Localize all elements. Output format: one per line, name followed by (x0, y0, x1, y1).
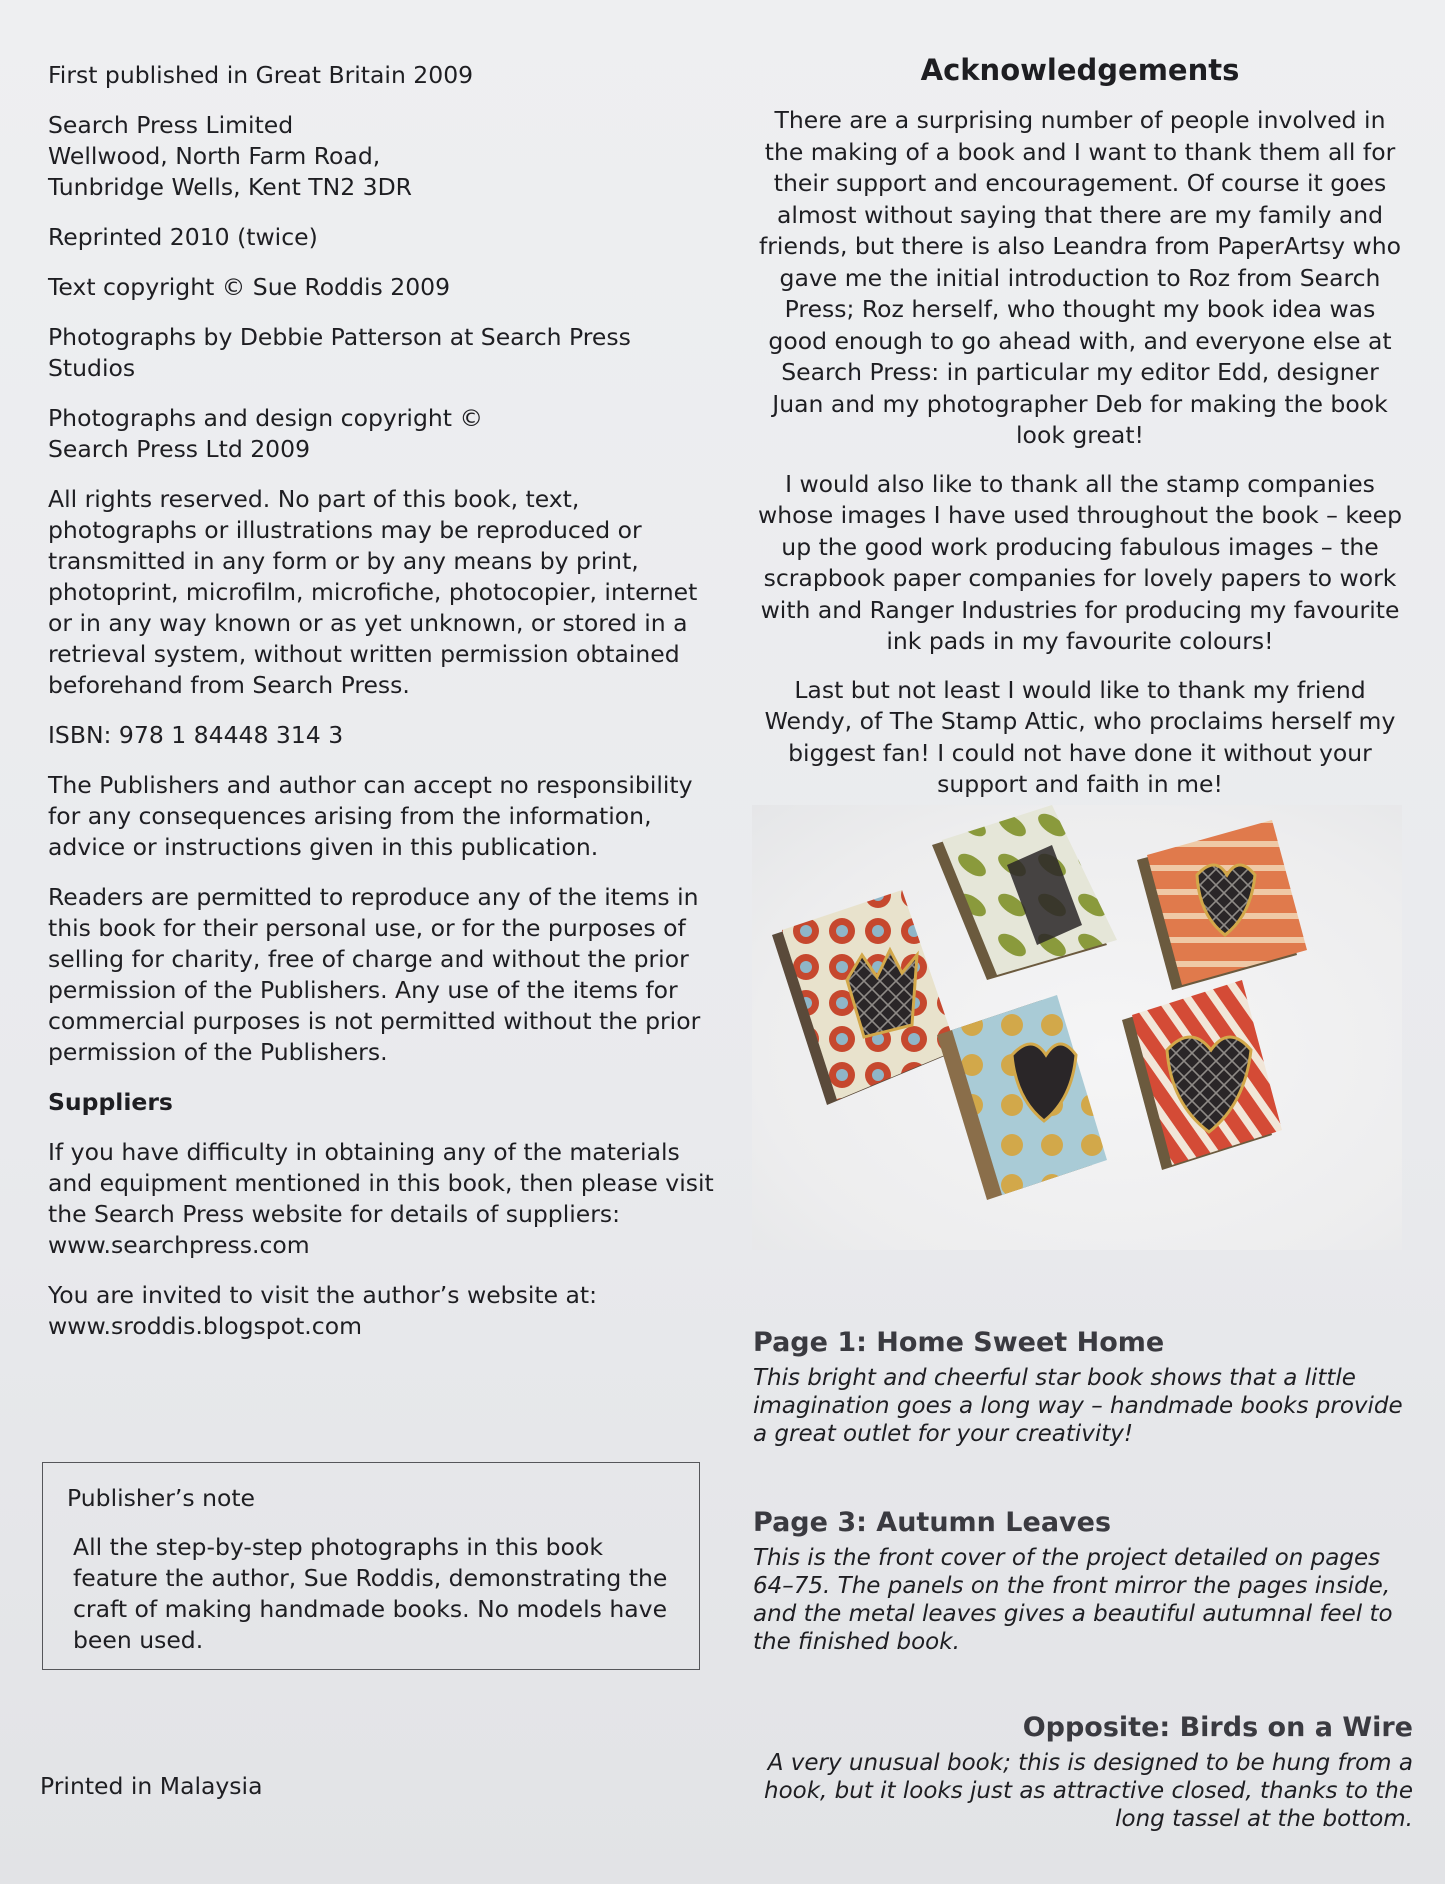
book-diamond-heart (1122, 980, 1282, 1170)
imprint-column (48, 60, 718, 1361)
book-hearts-gold (937, 995, 1107, 1200)
caption-page-1 (753, 1327, 1413, 1448)
text-copyright: Text copyright © Sue Roddis 2009 (48, 273, 451, 301)
caption-opposite (753, 1712, 1413, 1833)
responsibility-disclaimer: The Publishers and author can accept no responsibility for any consequences arising from the information, advice or instructions given in this publication. (48, 771, 693, 861)
caption-title: Opposite: Birds on a Wire (1022, 1712, 1413, 1743)
acknowledgements-title: Acknowledgements (920, 53, 1240, 87)
acknowledgements-paragraph: Last but not least I would like to thank my friend Wendy, of The Stamp Attic, who proclaims herself my biggest fan! I could not have done it without your support and faith in me! (764, 675, 1396, 798)
suppliers-text: If you have difficulty in obtaining any of the materials and equipment mentioned in this book, then please visit the Search Press website for details of suppliers: www.searchpress.com (48, 1138, 714, 1259)
suppliers-heading: Suppliers (48, 1088, 173, 1116)
acknowledgements-paragraph: There are a surprising number of people involved in the making of a book and I want to thank them all for their support and encouragement. Of course it goes almost without saying that there are my family and friends, but there is also Leandra from PaperArtsy who gave me the initial introduction to Roz from Search Press; Roz herself, who thought my book idea was good enough to go ahead with, and everyone else at Search Press: in particular my editor Edd, designer Juan and my photographer Deb for making the book look great! (759, 106, 1401, 449)
photographs-by: Photographs by Debbie Patterson at Search Press Studios (48, 323, 631, 382)
caption-text: This is the front cover of the project detailed on pages 64–75. The panels on the front mirror the pages inside, and the metal leaves gives a beautiful autumnal feel to the finished book. (753, 1545, 1393, 1655)
author-website: You are invited to visit the author’s website at: www.sroddis.blogspot.com (48, 1281, 598, 1340)
book-leaf (932, 805, 1117, 980)
caption-text: A very unusual book; this is designed to be hung from a hook, but it looks just as attractive closed, thanks to the long tassel at the bottom. (764, 1750, 1413, 1832)
books-illustration (752, 805, 1402, 1250)
isbn: ISBN: 978 1 84448 314 3 (48, 721, 344, 749)
caption-title: Page 1: Home Sweet Home (753, 1327, 1165, 1358)
book-crown (772, 890, 957, 1105)
acknowledgements-section (755, 52, 1405, 818)
first-published: First published in Great Britain 2009 (48, 61, 474, 89)
acknowledgements-paragraph: I would also like to thank all the stamp companies whose images I have used throughout the book – keep up the good work producing fabulous images – the scrapbook paper companies for lovely papers to work with and Ranger Industries for producing my favourite ink pads in my favourite colours! (758, 469, 1402, 655)
publishers-note-box (42, 1462, 700, 1670)
design-copyright: Photographs and design copyright © Search Press Ltd 2009 (48, 404, 483, 463)
rights-reserved: All rights reserved. No part of this book, text, photographs or illustrations may be reproduced or transmitted in any form or by any means by print, photoprint, microfilm, microfiche, photocopier, internet or in any way known or as yet unknown, or stored in a retrieval system, without written permission obtained beforehand from Search Press. (48, 485, 698, 699)
printed-in: Printed in Malaysia (40, 1772, 263, 1800)
book-hearts-stripe (1137, 820, 1307, 990)
caption-page-3 (753, 1507, 1413, 1656)
readers-permission: Readers are permitted to reproduce any of the items in this book for their personal use, or for the purposes of selling for charity, free of charge and without the prior permission of the Publishers. Any use of the items for commercial purposes is not permitted without the prior permission of the Publishers. (48, 883, 701, 1066)
caption-text: This bright and cheerful star book shows that a little imagination goes a long way – handmade books provide a great outlet for your creativity! (753, 1365, 1403, 1447)
reprinted: Reprinted 2010 (twice) (48, 223, 318, 251)
publishers-note-text: All the step-by-step photographs in this book feature the author, Sue Roddis, demonstrating the craft of making handmade books. No models have been used. (73, 1533, 668, 1654)
handmade-books-photo (752, 805, 1402, 1250)
caption-title: Page 3: Autumn Leaves (753, 1507, 1112, 1538)
publisher-address: Search Press Limited Wellwood, North Farm Road, Tunbridge Wells, Kent TN2 3DR (48, 111, 413, 201)
publishers-note-title: Publisher’s note (67, 1484, 256, 1512)
